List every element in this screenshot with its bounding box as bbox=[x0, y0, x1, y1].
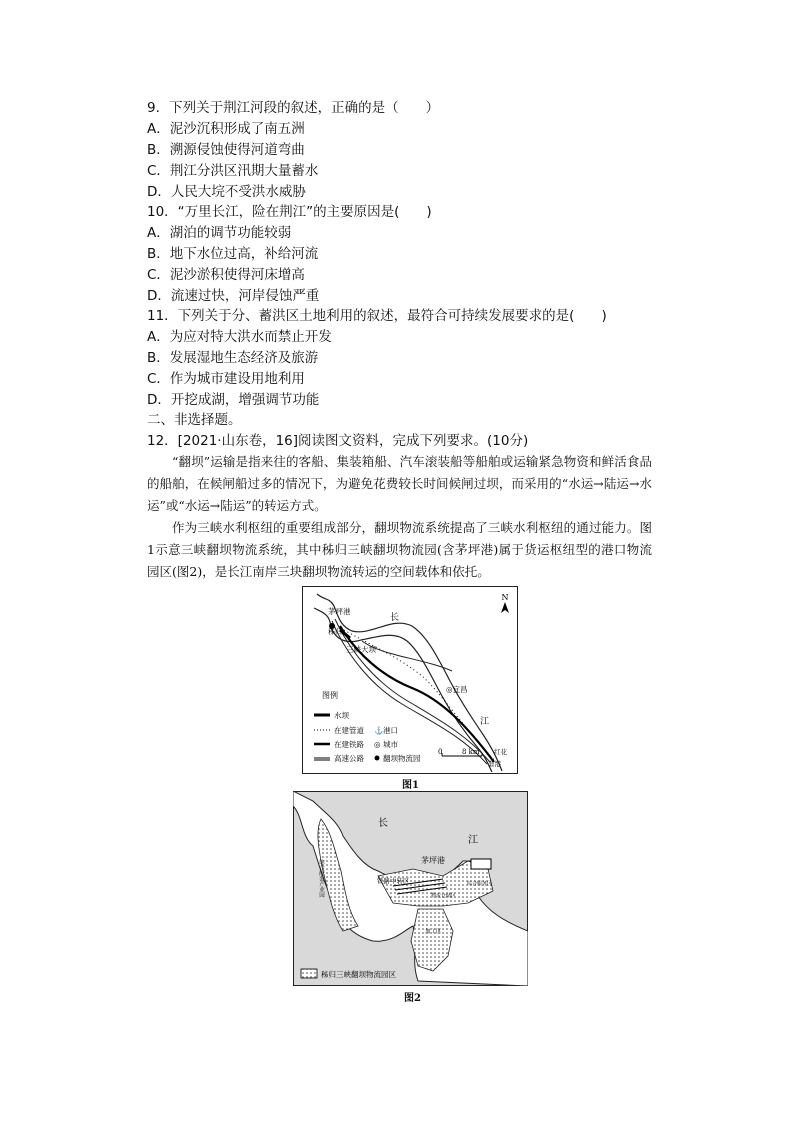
label-zonghe-service: 综合服务区 bbox=[467, 881, 493, 887]
figure-1-caption: 图1 bbox=[402, 780, 419, 791]
legend-highway: 高速公路 bbox=[334, 754, 364, 763]
figure-2-map bbox=[293, 791, 528, 986]
legend-park: 翻坝物流园 bbox=[383, 754, 421, 763]
q10-option-d: D．流速过快，河岸侵蚀严重 bbox=[147, 288, 320, 304]
legend-city: 城市 bbox=[383, 740, 398, 749]
legend-swatch bbox=[301, 969, 317, 978]
label-chang: 长 bbox=[390, 613, 400, 623]
q12-paragraph-2: 作为三峡水利枢纽的重要组成部分，翻坝物流系统提高了三峡水利枢纽的通过能力。图1示意三峡翻坝物流系统，其中秭归三峡翻坝物流园(含茅坪港)属于货运枢纽型的港口物流园区(图2)，是长江南岸三块翻坝物流转运的空间载体和依托。 bbox=[147, 520, 652, 579]
legend-title: 图例 bbox=[322, 691, 338, 700]
q11-option-c: C．作为城市建设用地利用 bbox=[147, 371, 305, 387]
label-jiagong: 加工区 bbox=[425, 929, 442, 935]
q10-option-b: B．地下水位过高，补给河流 bbox=[147, 246, 319, 262]
q10-option-c: C．泥沙淤积使得河床增高 bbox=[147, 267, 305, 283]
q12-paragraph-1: “翻坝”运输是指来往的客船、集装箱船、汽车滚装船等船舶或运输紧急物资和鲜活食品的船舶，在候闸船过多的情况下，为避免花费较长时间候闸过坝，而采用的“水运→陆运→水运”或“水运→陆运”的转运方式。 bbox=[147, 454, 652, 513]
label-honghua: 红花 bbox=[494, 748, 507, 756]
q9-option-c: C．荆江分洪区汛期大量蓄水 bbox=[147, 163, 319, 179]
section-heading: 二、非选择题。 bbox=[147, 412, 242, 428]
q11-option-d: D．开挖成湖，增强调节功能 bbox=[147, 392, 320, 408]
anchor-icon: ⚓ bbox=[374, 726, 384, 735]
q10-stem: 10．“万里长江，险在荆江”的主要原因是( ) bbox=[147, 204, 432, 220]
scale-zero: 0 bbox=[438, 748, 443, 756]
city-icon: ◎ bbox=[374, 740, 381, 749]
north-label: N bbox=[501, 593, 509, 602]
label-zigui: 秭归 bbox=[328, 628, 342, 636]
figure-1-map bbox=[302, 586, 518, 774]
scale-8km: 8 km bbox=[462, 748, 480, 756]
legend-label: 秭归三峡翻坝物流园区 bbox=[321, 970, 396, 979]
label-maoping: 茅坪港 bbox=[328, 607, 351, 616]
label-tielu: 铁路中转区 bbox=[377, 877, 410, 885]
label-maoping: 茅坪港 bbox=[421, 856, 445, 865]
q11-stem: 11．下列关于分、蓄洪区土地利用的叙述，最符合可持续发展要求的是( ) bbox=[147, 308, 607, 324]
label-jiang: 江 bbox=[480, 717, 490, 727]
q9-option-b: B．溯源侵蚀使得河道弯曲 bbox=[147, 142, 305, 158]
q11-option-b: B．发展湿地生态经济及旅游 bbox=[147, 350, 319, 366]
q9-stem: 9．下列关于荆江河段的叙述，正确的是（ ） bbox=[147, 100, 440, 116]
legend-railway: 在建铁路 bbox=[334, 740, 364, 749]
q11-option-a: A．为应对特大洪水而禁止开发 bbox=[147, 329, 332, 345]
label-taozhou: 套港 bbox=[488, 760, 501, 768]
label-zonghe: 综合配套产业园 bbox=[318, 859, 324, 898]
figure-2-caption: 图2 bbox=[404, 993, 421, 1004]
label-dam: 三峡大坝 bbox=[346, 645, 376, 654]
label-chang: 长 bbox=[378, 818, 388, 829]
label-wuliu: 物流仓储区 bbox=[431, 893, 457, 899]
label-jiang: 江 bbox=[468, 835, 478, 846]
legend-pipeline: 在建管道 bbox=[334, 726, 364, 735]
legend-dam: 水坝 bbox=[334, 711, 349, 720]
legend-port: 港口 bbox=[383, 726, 398, 735]
label-yichang: ◎宜昌 bbox=[446, 685, 468, 694]
q12-stem: 12．[2021·山东卷，16]阅读图文资料，完成下列要求。(10分) bbox=[147, 433, 529, 449]
q9-option-a: A．泥沙沉积形成了南五洲 bbox=[147, 121, 305, 137]
port-dock bbox=[471, 859, 491, 869]
q9-option-d: D．人民大垸不受洪水威胁 bbox=[147, 184, 306, 200]
q10-option-a: A．湖泊的调节功能较弱 bbox=[147, 225, 292, 241]
legend-park-icon bbox=[375, 756, 380, 761]
